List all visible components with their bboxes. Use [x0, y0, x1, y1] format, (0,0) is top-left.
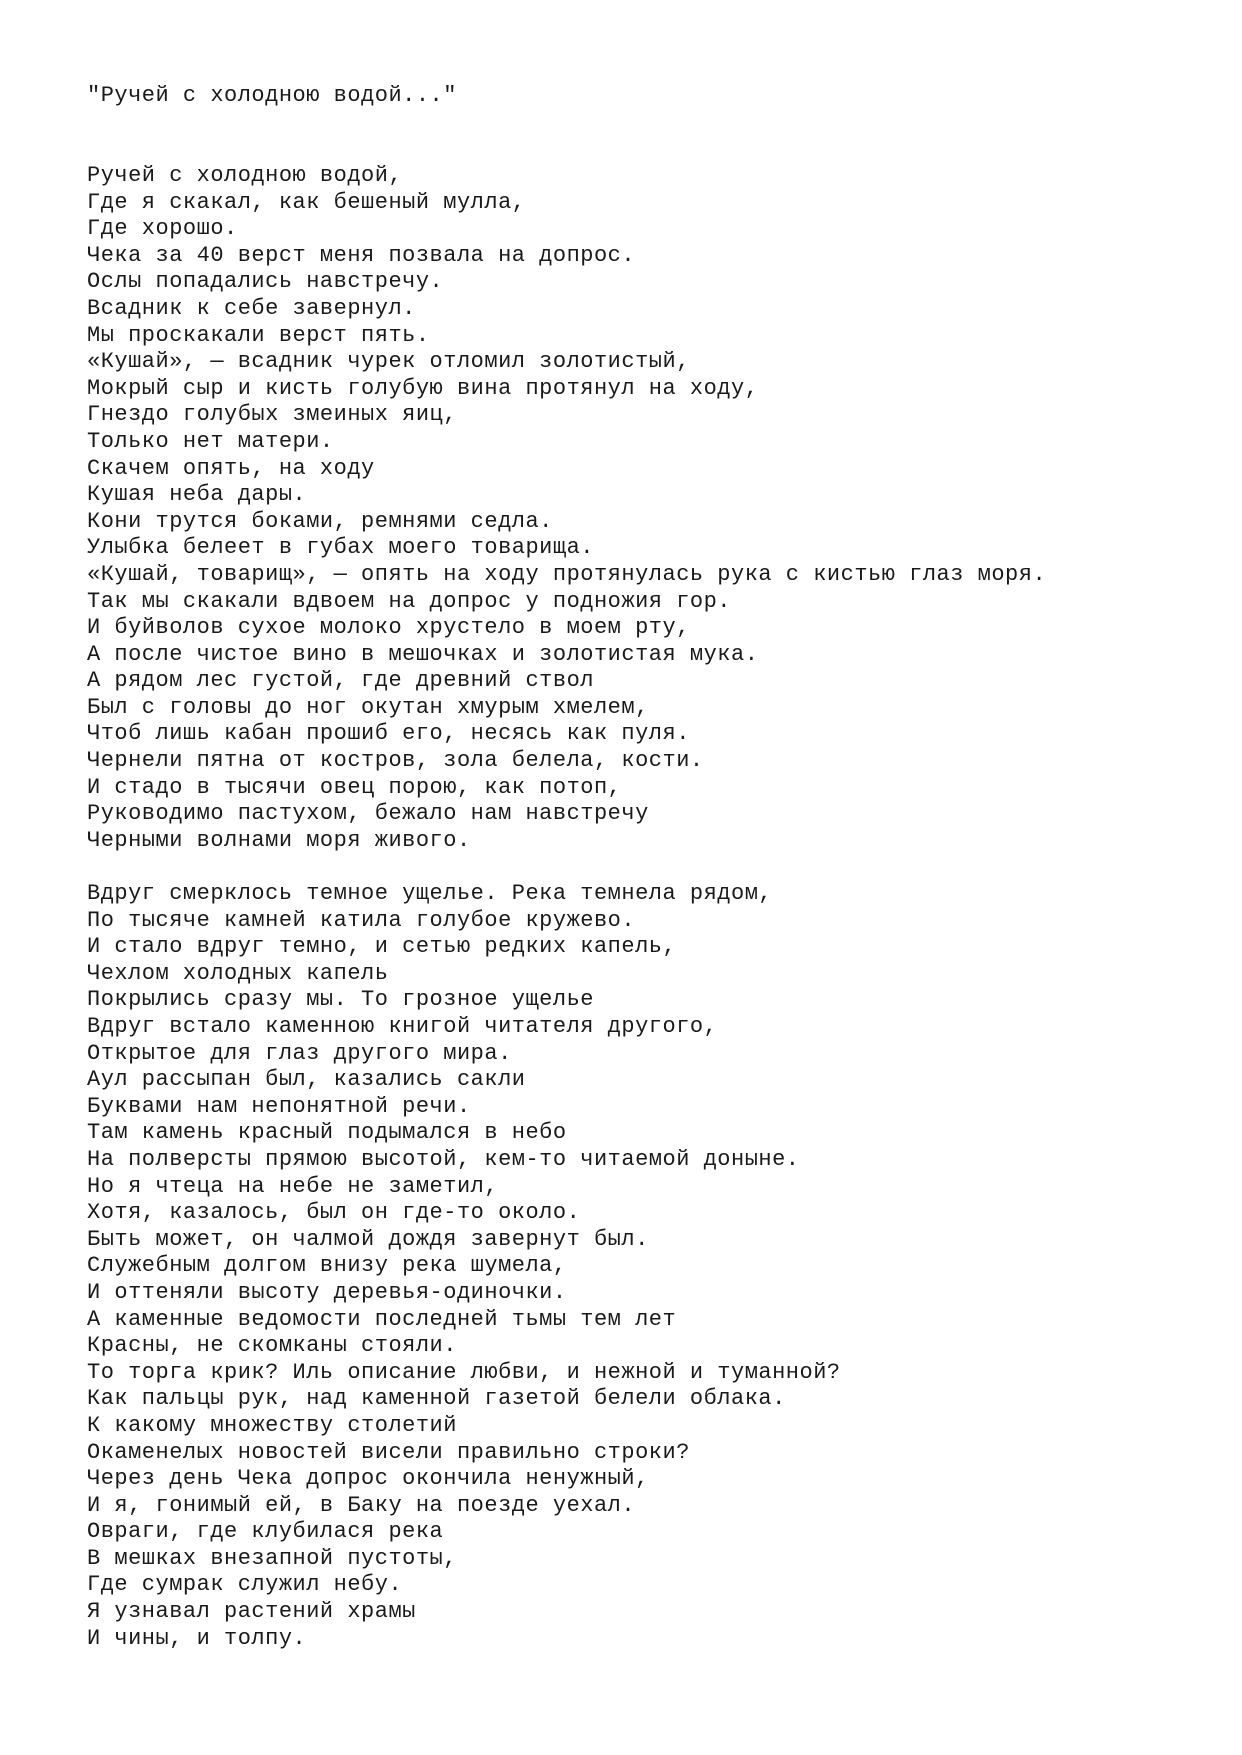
poem-line: На полверсты прямою высотой, кем-то читаемой доныне.	[87, 1146, 800, 1172]
stanza	[87, 163, 1046, 854]
poem-line: Кушая неба дары.	[87, 482, 307, 508]
poem-line: И стадо в тысячи овец порою, как потоп,	[87, 774, 622, 800]
poem-line: А каменные ведомости последней тьмы тем лет	[87, 1306, 677, 1332]
poem-line: Быть может, он чалмой дождя завернут был.	[87, 1226, 649, 1252]
poem-line: Чека за 40 верст меня позвала на допрос.	[87, 242, 636, 268]
poem-line: По тысяче камней катила голубое кружево.	[87, 907, 636, 933]
poem-line: Ослы попадались навстречу.	[87, 269, 444, 295]
poem-line: Хотя, казалось, был он где-то около.	[87, 1200, 581, 1226]
poem-line: Кони трутся боками, ремнями седла.	[87, 508, 553, 534]
poem-line: Так мы скакали вдвоем на допрос у подножия гор.	[87, 588, 732, 614]
poem-line: Красны, не скомканы стояли.	[87, 1333, 457, 1359]
poem-line: Покрылись сразу мы. То грозное ущелье	[87, 987, 594, 1013]
poem-line: И чины, и толпу.	[87, 1625, 307, 1651]
poem-line: Овраги, где клубилася река	[87, 1519, 444, 1545]
poem-line: Где я скакал, как бешеный мулла,	[87, 189, 526, 215]
poem-line: Где хорошо.	[87, 216, 238, 242]
poem-line: Там камень красный подымался в небо	[87, 1120, 567, 1146]
poem-line: Через день Чека допрос окончила ненужный,	[87, 1466, 649, 1492]
poem-line: Всадник к себе завернул.	[87, 295, 416, 321]
poem-line: Скачем опять, на ходу	[87, 455, 375, 481]
poem-body	[87, 163, 1046, 1652]
poem-line: И я, гонимый ей, в Баку на поезде уехал.	[87, 1492, 636, 1518]
poem-line: В мешках внезапной пустоты,	[87, 1545, 457, 1571]
poem-line: Как пальцы рук, над каменной газетой белели облака.	[87, 1386, 786, 1412]
poem-line: «Кушай, товарищ», — опять на ходу протянулась рука с кистью глаз моря.	[87, 561, 1047, 587]
poem-line: К какому множеству столетий	[87, 1412, 457, 1438]
poem-line: Чехлом холодных капель	[87, 960, 389, 986]
poem-line: Был с головы до ног окутан хмурым хмелем,	[87, 694, 649, 720]
poem-line: Окаменелых новостей висели правильно строки?	[87, 1439, 690, 1465]
poem-line: Вдруг смерклось темное ущелье. Река темнела рядом,	[87, 881, 773, 907]
poem-line: Служебным долгом внизу река шумела,	[87, 1253, 567, 1279]
poem-line: Ручей с холодною водой,	[87, 163, 403, 188]
stanza	[87, 881, 1046, 1652]
poem-line: Но я чтеца на небе не заметил,	[87, 1173, 499, 1199]
poem-line: «Кушай», — всадник чурек отломил золотистый,	[87, 349, 690, 375]
poem-line: Чтоб лишь кабан прошиб его, несясь как пуля.	[87, 721, 690, 747]
poem-line: То торга крик? Иль описание любви, и нежной и туманной?	[87, 1359, 841, 1385]
poem-line: А после чистое вино в мешочках и золотистая мука.	[87, 641, 759, 667]
poem-line: Мокрый сыр и кисть голубую вина протянул на ходу,	[87, 375, 759, 401]
poem-line: Аул рассыпан был, казались сакли	[87, 1067, 526, 1093]
poem-line: И оттеняли высоту деревья-одиночки.	[87, 1279, 567, 1305]
poem-line: Черными волнами моря живого.	[87, 827, 471, 853]
poem-line: Мы проскакали верст пять.	[87, 322, 430, 348]
poem-line: А рядом лес густой, где древний ствол	[87, 668, 594, 694]
poem-title: "Ручей с холодною водой..."	[87, 83, 457, 108]
poem-line: Чернели пятна от костров, зола белела, кости.	[87, 748, 704, 774]
poem-line: Я узнавал растений храмы	[87, 1599, 416, 1625]
poem-line: Открытое для глаз другого мира.	[87, 1040, 512, 1066]
poem-line: Улыбка белеет в губах моего товарища.	[87, 535, 594, 561]
poem-line: И стало вдруг темно, и сетью редких капель,	[87, 934, 677, 960]
poem-line: Буквами нам непонятной речи.	[87, 1093, 471, 1119]
poem-line: Только нет матери.	[87, 428, 334, 454]
poem-line: Вдруг встало каменною книгой читателя другого,	[87, 1014, 718, 1039]
poem-line: Где сумрак служил небу.	[87, 1572, 403, 1598]
poem-line: Гнездо голубых змеиных яиц,	[87, 402, 457, 428]
poem-line: Руководимо пастухом, бежало нам навстречу	[87, 801, 649, 827]
poem-line: И буйволов сухое молоко хрустело в моем рту,	[87, 615, 690, 641]
